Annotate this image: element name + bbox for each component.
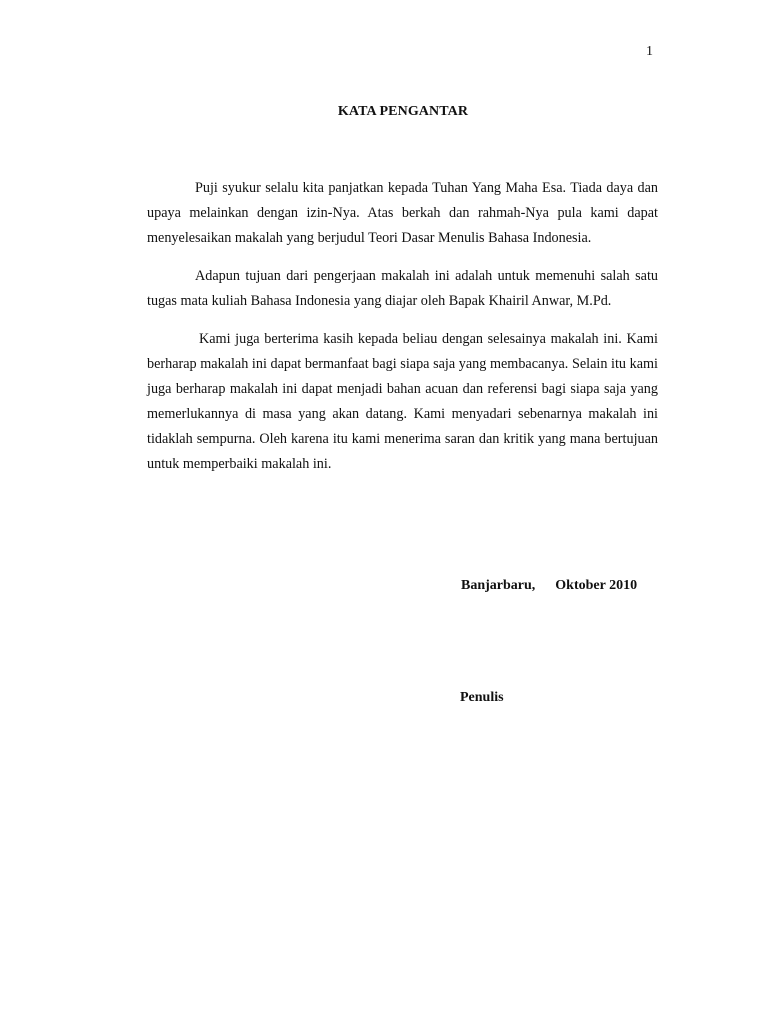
signature-label: Penulis — [460, 690, 504, 705]
date-label: Oktober 2010 — [555, 578, 638, 593]
page-title: KATA PENGANTAR — [337, 104, 469, 119]
paragraph-3: Kami juga berterima kasih kepada beliau dengan selesainya makalah ini. Kami berharap makalah ini dapat bermanfaat bagi siapa saja yang membacanya. Selain itu kami juga berharap makalah ini dapat menjadi bahan acuan dan referensi bagi siapa saja yang memerlukannya di masa yang akan datang. Kami menyadari sebenarnya makalah ini tidaklah sempurna. Oleh karena itu kami menerima saran dan kritik yang mana bertujuan untuk memperbaiki makalah ini. — [147, 331, 658, 472]
body-text — [147, 176, 658, 490]
paragraph-1: Puji syukur selalu kita panjatkan kepada Tuhan Yang Maha Esa. Tiada daya dan upaya melainkan dengan izin-Nya. Atas berkah dan rahmah-Nya pula kami dapat menyelesaikan makalah yang berjudul Teori Dasar Menulis Bahasa Indonesia. — [147, 180, 658, 246]
page-number: 1 — [646, 44, 653, 59]
place-label: Banjarbaru, — [461, 578, 536, 593]
paragraph-2: Adapun tujuan dari pengerjaan makalah ini adalah untuk memenuhi salah satu tugas mata kuliah Bahasa Indonesia yang diajar oleh Bapak Khairil Anwar, M.Pd. — [147, 268, 658, 309]
place-date — [461, 578, 637, 594]
